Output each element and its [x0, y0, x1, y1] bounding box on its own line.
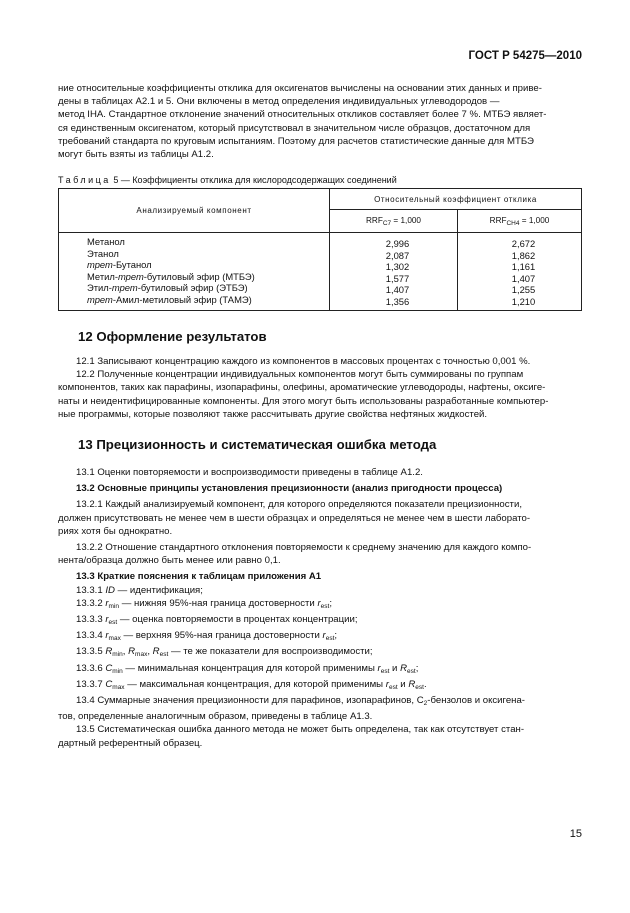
column-header-response: Относительный коэффициент отклика: [330, 189, 582, 210]
rrf-value: 1,407: [385, 284, 410, 296]
text-line: ся единственным оксигенатом, который присутствовал в значительном числе образцов, достаточном для: [58, 122, 531, 134]
text-line: 13.5 Систематическая ошибка данного метода не может быть определена, так как отсутствует стан-: [76, 724, 525, 736]
text-line: нента/образца должно быть менее или равно 0,1.: [58, 555, 281, 567]
text-line: наты и неидентифицированные компоненты. Для этого могут быть использованы разработанные компьютер-: [58, 395, 549, 407]
component-name: Метанол: [87, 236, 125, 247]
component-names-cell: [59, 233, 330, 311]
text-line: компонентов, таких как парафины, изопарафины, олефины, ароматические углеводороды, нафтены, оксиге-: [58, 382, 546, 394]
rrf-value: 2,672: [511, 238, 536, 249]
document-id-header: ГОСТ Р 54275—2010: [468, 50, 582, 62]
text-line: 12.2 Полученные концентрации индивидуальных компонентов могут быть суммированы по группам: [76, 369, 524, 381]
rrf-value: 1,210: [511, 295, 536, 307]
component-name: Этанол: [87, 247, 119, 259]
rrf-value: 1,161: [511, 261, 536, 273]
text-line: 13.2.2 Отношение стандартного отклонения повторяемости к среднему значению для каждого компо-: [76, 542, 532, 554]
definition-r-max: 13.3.4 $r_{max}$ — верхняя 95%-ная граница достоверности $r_{est}$;: [76, 630, 338, 643]
page-number: 15: [569, 828, 582, 840]
rrf-value: 1,407: [511, 272, 536, 284]
section-13-body: [58, 466, 584, 750]
definition-r-min: 13.3.2 $r_{min}$ — нижняя 95%-ная граница достоверности $r_{est}$;: [76, 597, 333, 610]
definition-c-max: 13.3.7 $C_{max}$ — максимальная концентрация, для которой применимы $r_{est}$ и $R_{est}$.: [76, 678, 427, 691]
table-caption-text: 5 — Коэффициенты отклика для кислородсодержащих соединений: [113, 175, 397, 185]
section-13-heading: 13 Прецизионность и систематическая ошибка метода: [78, 437, 437, 452]
paragraph-13-4: 13.4 Суммарные значения прецизионности для парафинов, изопарафинов, $C_2$-бензолов и оксигена-: [76, 695, 525, 708]
definition-id: 13.3.1 ID — идентификация;: [76, 584, 203, 596]
paragraph-13-2-heading: 13.2 Основные принципы установления прецизионности (анализ пригодности процесса): [76, 483, 503, 495]
text-line: дены в таблицах А2.1 и 5. Они включены в метод определения индивидуальных углеводородов —: [58, 96, 500, 108]
table-caption: [58, 175, 397, 185]
definition-c-min: 13.3.6 $C_{min}$ — минимальная концентрация для которой применимы $r_{est}$ и $R_{est}$;: [76, 662, 419, 675]
subheader-rrf-ch4: $RRF_{CH4} = 1,000$: [458, 210, 582, 233]
column-header-component: Анализируемый компонент: [59, 189, 330, 233]
text-line: требований стандарта по круговым испытаниям. Поэтому для расчетов статистические данные для МТБЭ: [58, 135, 534, 147]
text-line: могут быть взяты из таблицы А1.2.: [58, 149, 214, 161]
definition-reproducibility: 13.3.5 $R_{min}$, $R_{max}$, $R_{est}$ — те же показатели для воспроизводимости;: [76, 646, 373, 659]
text-line: метод IHA. Стандартное отклонение значений относительных откликов составляет более 7 %. МТБЭ являет-: [58, 109, 547, 121]
rrf-value: 1,577: [385, 272, 410, 284]
table-caption-label: Таблица: [58, 175, 111, 185]
section-12-heading: 12 Оформление результатов: [78, 329, 267, 344]
text-line: тов, определенные аналогичным образом, приведены в таблице А1.3.: [58, 711, 373, 723]
rrf-c7-values-cell: [330, 233, 458, 311]
text-line: 13.2.1 Каждый анализируемый компонент, для которого определяются показатели прецизионности,: [76, 499, 522, 511]
rrf-value: 1,255: [511, 284, 536, 296]
section-12-body: [58, 355, 584, 421]
rrf-value: 2,996: [385, 238, 410, 249]
rrf-value: 1,302: [385, 261, 410, 273]
component-name: Этил-трет-бутиловый эфир (ЭТБЭ): [87, 282, 248, 294]
component-name: Метил-трет-бутиловый эфир (МТБЭ): [87, 270, 255, 282]
paragraph-13-3-heading: 13.3 Краткие пояснения к таблицам приложения А1: [76, 571, 322, 583]
text-line: должен присутствовать не менее чем в шести образцах и определяться не менее чем в шести лаборато-: [58, 512, 531, 524]
paragraph-12-1: 12.1 Записывают концентрацию каждого из компонентов в массовых процентах с точностью 0,001 %.: [76, 356, 531, 367]
definition-r-est: 13.3.3 $r_{est}$ — оценка повторяемости в процентах концентрации;: [76, 614, 358, 627]
response-factor-table: [58, 188, 582, 311]
intro-paragraph: [58, 82, 584, 161]
subheader-rrf-c7: $RRF_{C7} = 1,000$: [330, 210, 458, 233]
rrf-value: 1,356: [385, 295, 410, 307]
text-line: дартный референтный образец.: [58, 737, 203, 749]
component-name: трет-Амил-метиловый эфир (ТАМЭ): [87, 293, 252, 305]
rrf-ch4-values-cell: [458, 233, 582, 311]
rrf-value: 2,087: [385, 249, 410, 261]
text-line: риях хотя бы однократно.: [58, 525, 173, 537]
rrf-value: 1,862: [511, 249, 536, 261]
paragraph-13-1: 13.1 Оценки повторяемости и воспроизводимости приведены в таблице А1.2.: [76, 467, 423, 478]
text-line: ние относительные коэффициенты отклика для оксигенатов вычислены на основании этих данных и приве-: [58, 83, 542, 94]
component-name: трет-Бутанол: [87, 259, 152, 271]
text-line: ные программы, которые позволяют также рассчитывать другие свойства нефтяных жидкостей.: [58, 408, 488, 420]
